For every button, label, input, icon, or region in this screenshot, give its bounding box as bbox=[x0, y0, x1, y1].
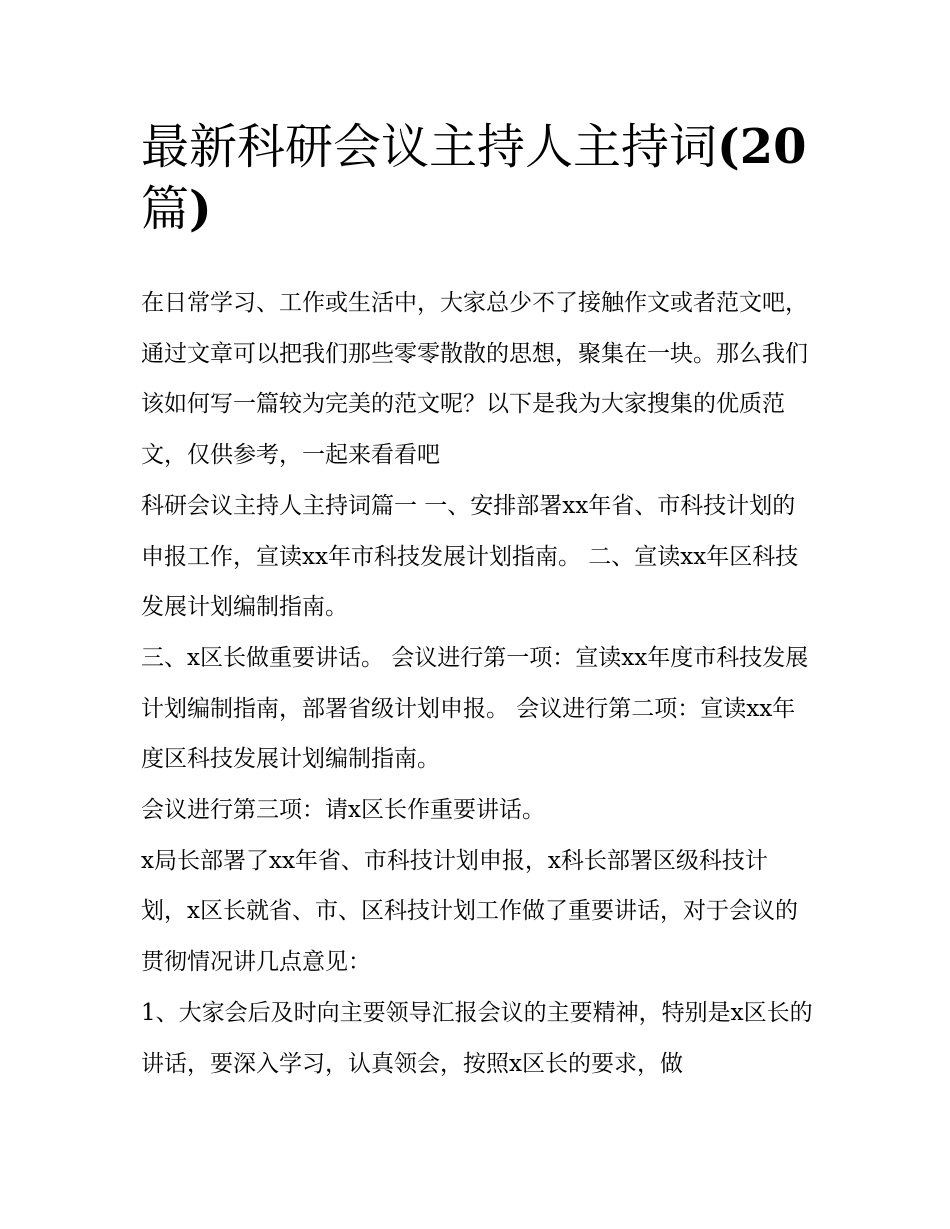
paragraph-1: 科研会议主持人主持词篇一 一、安排部署xx年省、市科技计划的申报工作，宣读xx年市科技发展计划指南。 二、宣读xx年区科技发展计划编制指南。 bbox=[141, 492, 799, 621]
document-title bbox=[141, 116, 821, 240]
paragraph-2: 三、x区长做重要讲话。 会议进行第一项：宣读xx年度市科技发展计划编制指南，部署省级计划申报。 会议进行第二项：宣读xx年度区科技发展计划编制指南。 bbox=[141, 644, 809, 773]
title-main: 最新科研会议主持人主持词 bbox=[141, 119, 718, 175]
document-body bbox=[141, 278, 813, 1089]
title-line2-paren: ) bbox=[189, 181, 212, 237]
paragraph-intro: 在日常学习、工作或生活中，大家总少不了接触作文或者范文吧，通过文章可以把我们那些零零散散的思想，聚集在一块。那么我们该如何写一篇较为完美的范文呢？以下是我为大家搜集的优质范文，仅供参考，一起来看看吧 bbox=[141, 290, 808, 469]
title-line2-cn: 篇 bbox=[141, 181, 190, 237]
title-suffix: (20 bbox=[717, 119, 807, 175]
paragraph-5: 1、大家会后及时向主要领导汇报会议的主要精神，特别是x区长的讲话，要深入学习，认真领会，按照x区长的要求，做 bbox=[141, 999, 813, 1077]
paragraph-3: 会议进行第三项：请x区长作重要讲话。 bbox=[141, 797, 545, 824]
paragraph-4: x局长部署了xx年省、市科技计划申报，x科长部署区级科技计划，x区长就省、市、区科技计划工作做了重要讲话，对于会议的贯彻情况讲几点意见： bbox=[141, 847, 798, 976]
